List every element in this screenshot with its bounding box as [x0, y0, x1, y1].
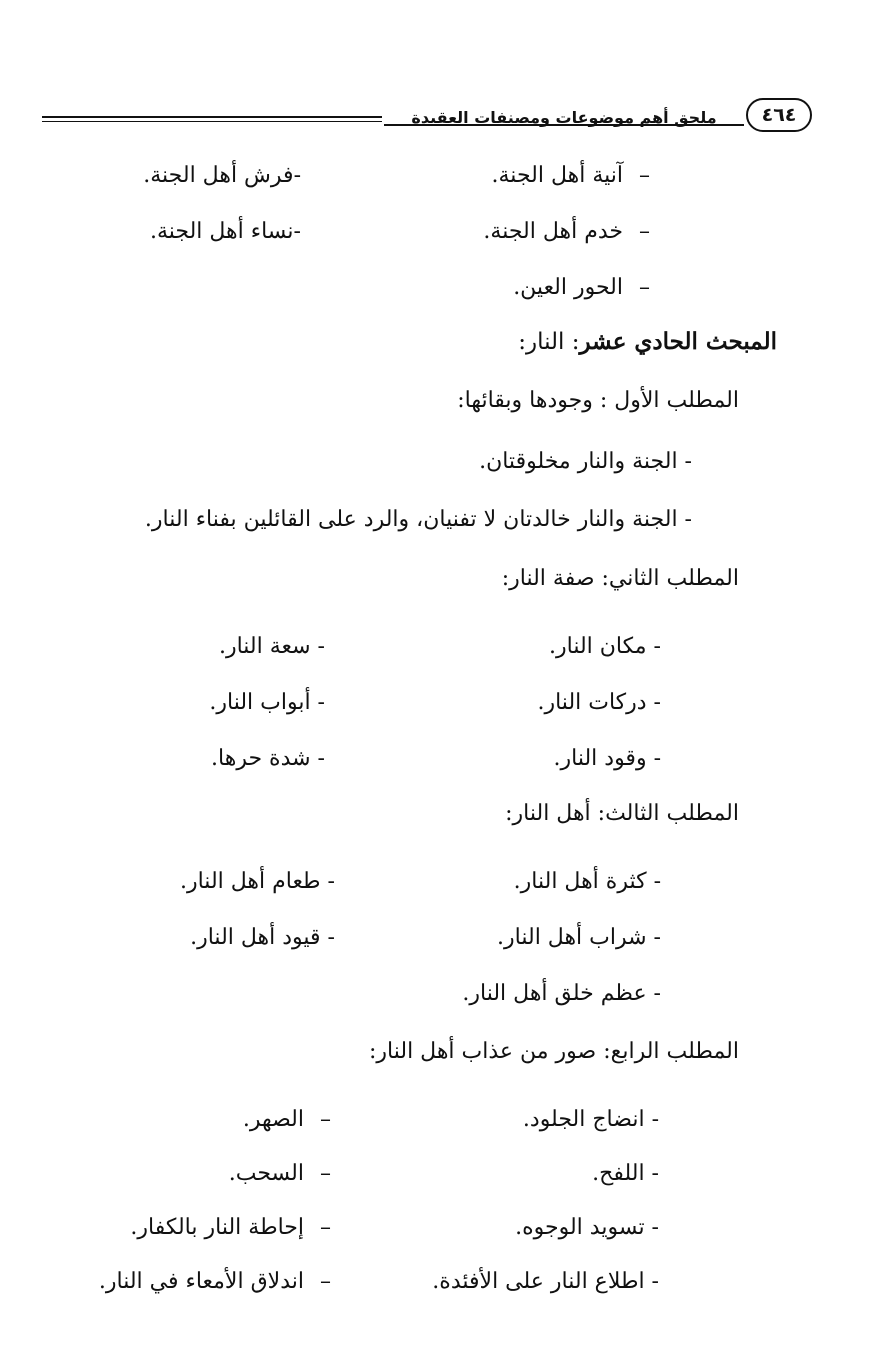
- subsection-title: المطلب الثاني: صفة النار:: [501, 566, 739, 591]
- list-item: –الحور العين.: [513, 272, 650, 304]
- dash-bullet: –: [320, 1161, 331, 1186]
- list-item: - الجنة والنار خالدتان لا تفنيان، والرد على القائلين بفناء النار.: [144, 507, 692, 532]
- list-item: - اطلاع النار على الأفئدة.: [432, 1269, 659, 1294]
- list-item: -فرش أهل الجنة.: [143, 163, 301, 188]
- running-header-title: ملحق أهم موضوعات ومصنفات العقيدة: [411, 108, 717, 127]
- subsection-title: المطلب الرابع: صور من عذاب أهل النار:: [368, 1039, 739, 1064]
- list-item: - سعة النار.: [218, 634, 325, 659]
- list-item: - اللفح.: [592, 1161, 659, 1186]
- list-item: - عظم خلق أهل النار.: [462, 981, 661, 1006]
- list-item: - وقود النار.: [553, 746, 661, 771]
- page-number: ٤٦٤: [746, 98, 812, 132]
- list-item: - كثرة أهل النار.: [513, 869, 661, 894]
- list-item: - شراب أهل النار.: [497, 925, 661, 950]
- list-item: - مكان النار.: [549, 634, 661, 659]
- list-item: - انضاج الجلود.: [522, 1107, 659, 1132]
- subsection-title: المطلب الثالث: أهل النار:: [505, 801, 739, 826]
- list-item: –الصهر.: [243, 1104, 331, 1136]
- dash-bullet: –: [320, 1215, 331, 1240]
- list-item: - شدة حرها.: [211, 746, 325, 771]
- dash-bullet: –: [320, 1269, 331, 1294]
- list-item: - طعام أهل النار.: [179, 869, 335, 894]
- list-item: –خدم أهل الجنة.: [483, 216, 650, 248]
- list-item: –آنية أهل الجنة.: [492, 160, 650, 192]
- dash-bullet: –: [639, 219, 650, 244]
- header-rule-left: [42, 116, 382, 118]
- dash-bullet: –: [639, 163, 650, 188]
- header-rule-right: [384, 124, 744, 126]
- subsection-title: المطلب الأول : وجودها وبقائها:: [457, 388, 739, 413]
- list-item: –إحاطة النار بالكفار.: [130, 1212, 331, 1244]
- list-item: - الجنة والنار مخلوقتان.: [479, 449, 692, 474]
- list-item: –اندلاق الأمعاء في النار.: [99, 1266, 331, 1298]
- list-item: - تسويد الوجوه.: [515, 1215, 659, 1240]
- section-heading: المبحث الحادي عشر: النار:: [518, 328, 777, 355]
- dash-bullet: –: [320, 1107, 331, 1132]
- list-item: -نساء أهل الجنة.: [149, 219, 301, 244]
- list-item: - دركات النار.: [537, 690, 661, 715]
- list-item: - قيود أهل النار.: [190, 925, 335, 950]
- list-item: –السحب.: [229, 1158, 331, 1190]
- list-item: - أبواب النار.: [209, 690, 325, 715]
- dash-bullet: –: [639, 275, 650, 300]
- header-rule-left-lower: [42, 121, 382, 122]
